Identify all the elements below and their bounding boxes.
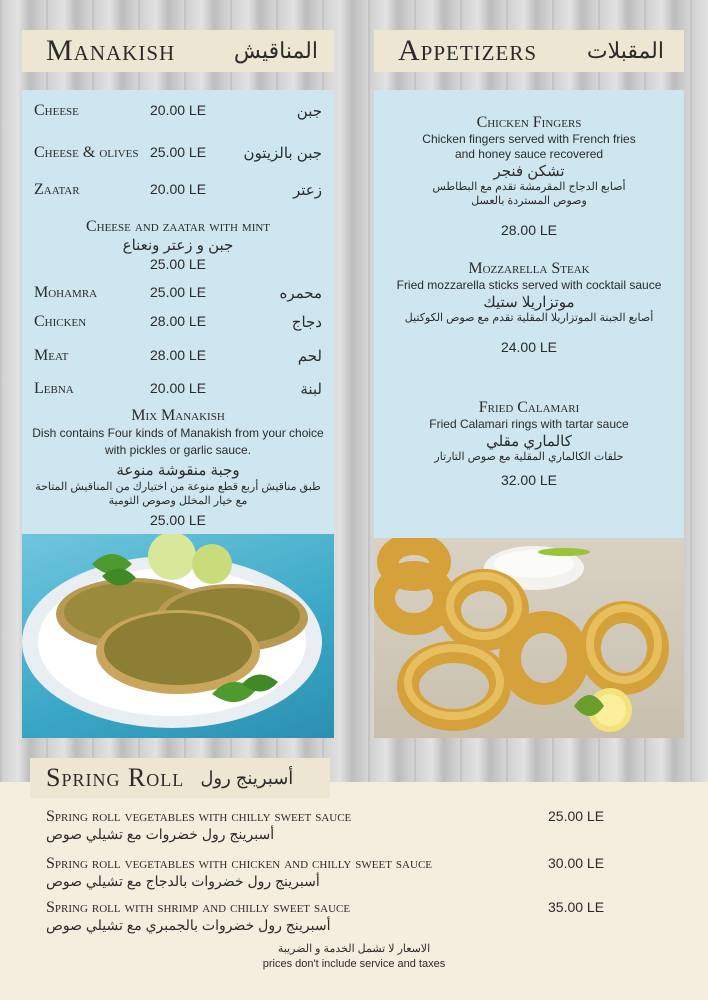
item-name-ar: دجاج (291, 314, 322, 331)
manakish-plate-image (22, 534, 334, 738)
item-price: 20.00 LE (150, 102, 207, 118)
appetizer-desc: Fried mozzarella sticks served with cocktail sauce (396, 278, 662, 292)
cheese-zaatar-price: 25.00 LE (149, 256, 207, 272)
mix-manakish-title-ar: وجبة منقوشة منوعة (116, 462, 240, 479)
item-name-ar: لحم (297, 348, 322, 365)
spring-roll-section (0, 782, 708, 1000)
item-name-ar: أسبرينج رول خضروات بالدجاج مع تشيلي صوص (46, 873, 320, 889)
menu-item (34, 313, 322, 337)
item-name-ar: محمره (279, 285, 322, 302)
item-name-ar: جبن (296, 103, 322, 120)
menu-item (46, 899, 608, 934)
appetizer-name: Mozzarella Steak (468, 260, 590, 277)
item-price: 25.00 LE (150, 144, 207, 160)
menu-item (34, 181, 322, 205)
manakish-header (22, 30, 334, 72)
item-price: 30.00 LE (548, 855, 605, 871)
menu-item (46, 808, 608, 843)
item-price: 28.00 LE (150, 313, 207, 329)
appetizers-panel (374, 90, 684, 738)
mix-manakish-price: 25.00 LE (149, 512, 207, 528)
item-name: Meat (34, 347, 69, 364)
item-price: 20.00 LE (150, 380, 207, 396)
appetizer-price: 32.00 LE (500, 472, 558, 488)
item-name: Spring roll with shrimp and chilly sweet sauce (46, 899, 351, 916)
appetizer-name: Chicken Fingers (476, 114, 582, 131)
footer-note-ar: الاسعار لا تشمل الخدمة و الضريبة (277, 943, 431, 955)
appetizer-desc-ar: أصابع الدجاج المقرمشة تقدم مع البطاطس (432, 181, 626, 193)
mix-manakish-desc-ar: مع خيار المخلل وصوص الثومية (108, 495, 248, 507)
appetizer-name: Fried Calamari (478, 399, 580, 416)
appetizer-price: 28.00 LE (500, 222, 558, 238)
item-price: 20.00 LE (150, 181, 207, 197)
appetizer-name-ar: تشكن فنجر (493, 163, 565, 180)
menu-item (46, 855, 608, 890)
item-name-ar: أسبرينج رول خضروات بالجمبري مع تشيلي صوص (46, 917, 331, 933)
item-name: Cheese & olives (34, 144, 139, 161)
mix-manakish-desc: Dish contains Four kinds of Manakish from your choice (32, 426, 324, 440)
appetizer-price: 24.00 LE (500, 339, 558, 355)
manakish-plate-illustration (22, 534, 334, 738)
appetizer-desc: Chicken fingers served with French fries (422, 132, 636, 146)
appetizer-desc: and honey sauce recovered (454, 147, 604, 161)
mix-manakish-desc: with pickles or garlic sauce. (104, 443, 252, 457)
item-name-ar: جبن بالزيتون (243, 145, 322, 162)
menu-item (34, 284, 322, 308)
menu-item (34, 102, 322, 126)
appetizers-header (374, 30, 684, 72)
menu-item (34, 380, 322, 404)
appetizer-desc: Fried Calamari rings with tartar sauce (429, 417, 629, 431)
appetizer-name-ar: موتزاريلا ستيك (483, 294, 575, 311)
menu-item (34, 144, 322, 168)
appetizers-title-en: Appetizers (398, 34, 538, 67)
manakish-panel (22, 90, 334, 738)
item-name: Spring roll vegetables with chicken and chilly sweet sauce (46, 855, 432, 872)
appetizer-name-ar: كالماري مقلي (486, 433, 572, 450)
item-price: 28.00 LE (150, 347, 207, 363)
spring-roll-header (30, 758, 330, 798)
calamari-illustration (374, 538, 684, 738)
item-price: 35.00 LE (548, 899, 605, 915)
manakish-title-ar: المناقيش (233, 38, 318, 63)
item-name: Zaatar (34, 181, 80, 198)
calamari-rings-image (374, 538, 684, 738)
item-name-ar: أسبرينج رول خضروات مع تشيلي صوص (46, 826, 275, 842)
item-name-ar: لبنة (300, 381, 322, 398)
appetizer-desc-ar: أصابع الجبنة الموتزاريلا المقلية تقدم مع صوص الكوكتيل (404, 312, 654, 324)
item-name: Spring roll vegetables with chilly sweet sauce (46, 808, 352, 825)
item-name-ar: زعتر (293, 182, 322, 199)
spring-roll-title-en: Spring Roll (46, 763, 185, 792)
appetizer-desc-ar: حلقات الكالماري المقلية مع صوص التارتار (434, 451, 624, 463)
cheese-zaatar-name-ar: جبن و زعتر ونعناع (122, 237, 234, 254)
item-name: Cheese (34, 102, 79, 119)
mix-manakish-desc-ar: طبق مناقيش أربع قطع منوعة من اختيارك من المناقيش المتاحة (35, 481, 321, 493)
appetizer-desc-ar: وصوص المستردة بالعسل (471, 195, 587, 207)
item-price: 25.00 LE (150, 284, 207, 300)
appetizers-title-ar: المقبلات (586, 38, 664, 63)
item-price: 25.00 LE (548, 808, 605, 824)
cheese-zaatar-name: Cheese and zaatar with mint (85, 218, 271, 235)
menu-item (34, 347, 322, 371)
mix-manakish-name: Mix Manakish (131, 407, 225, 424)
item-name: Mohamra (34, 284, 98, 301)
spring-roll-title-ar: أسبرينج رول (200, 767, 294, 788)
item-name: Lebna (34, 380, 74, 397)
footer-note-en: prices don't include service and taxes (262, 958, 446, 970)
item-name: Chicken (34, 313, 87, 330)
manakish-title-en: Manakish (46, 34, 176, 67)
